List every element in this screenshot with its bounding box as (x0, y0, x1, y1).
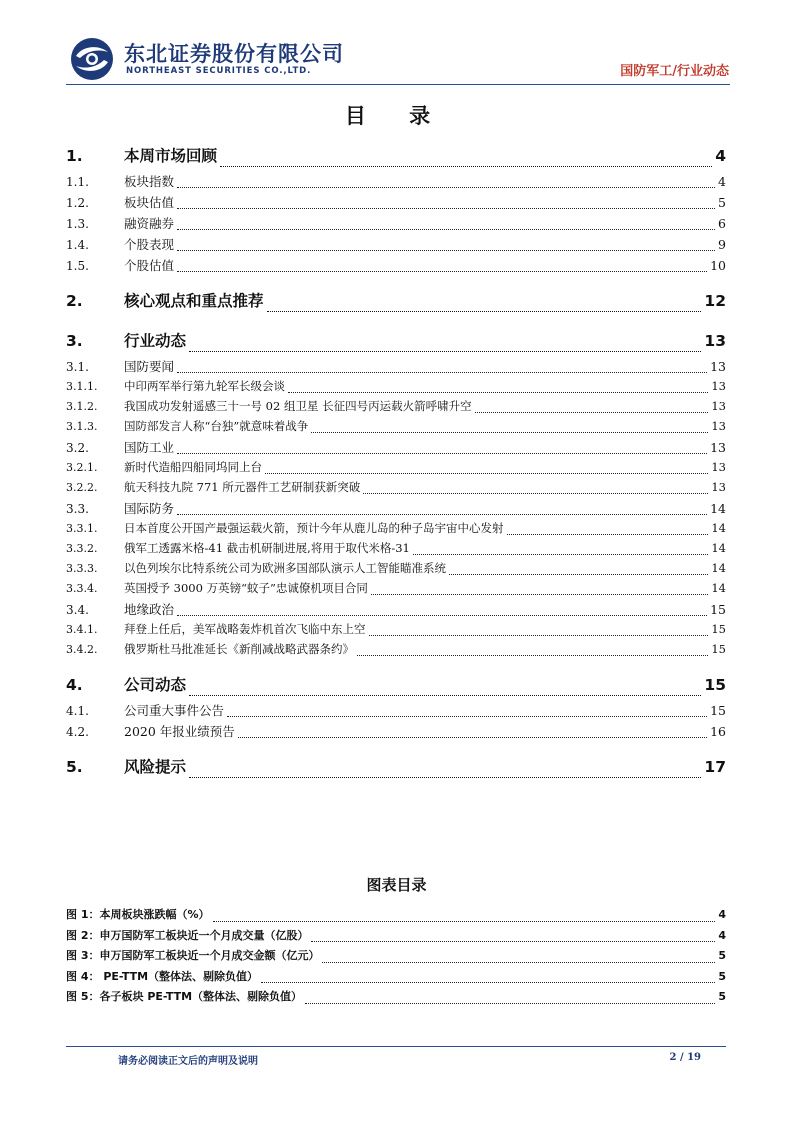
toc-spacer (66, 743, 726, 753)
company-logo-icon (68, 36, 116, 82)
toc-entry-page: 9 (718, 237, 726, 252)
toc-entry-number: 4.2. (66, 725, 89, 739)
toc-entry-title[interactable]: 新时代造船四船同坞同上台 (124, 460, 262, 474)
toc-entry-page: 15 (710, 602, 726, 617)
figure-entry-title[interactable]: 图 3：申万国防军工板块近一个月成交金额（亿元） (66, 949, 320, 962)
toc-entry-number: 4. (66, 676, 83, 694)
figure-list-title: 图表目录 (366, 876, 427, 894)
toc-leader-dots (189, 777, 701, 778)
toc-leader-dots (507, 534, 709, 535)
toc-leader-dots (177, 250, 715, 251)
figure-entry[interactable] (66, 927, 726, 948)
toc-entry-number: 1.3. (66, 217, 89, 231)
toc-entry-level1[interactable] (66, 673, 726, 701)
toc-leader-dots (371, 594, 709, 595)
figure-entry-page: 5 (718, 990, 726, 1003)
toc-entry-level2[interactable] (66, 172, 726, 193)
toc-entry-number: 3.3.2. (66, 542, 98, 555)
toc-entry-title[interactable]: 公司重大事件公告 (124, 703, 225, 718)
toc-entry-page: 13 (711, 399, 726, 413)
toc-spacer (66, 277, 726, 287)
toc-entry-title[interactable]: 板块估值 (124, 195, 175, 210)
toc-leader-dots (177, 514, 707, 515)
toc-entry-number: 3.1.1. (66, 380, 98, 393)
toc-entry-page: 5 (718, 195, 726, 210)
toc-spacer (66, 661, 726, 671)
toc-leader-dots (177, 615, 707, 616)
toc-entry-level2[interactable] (66, 438, 726, 459)
toc-entry-level3[interactable] (66, 641, 726, 661)
toc-entry-level3[interactable] (66, 418, 726, 438)
toc-leader-dots (311, 432, 708, 433)
figure-leader-dots (322, 962, 715, 963)
toc-entry-number: 3.2.1. (66, 461, 98, 474)
toc-entry-number: 3.3.3. (66, 562, 98, 575)
toc-entry-number: 3.4.2. (66, 643, 98, 656)
toc-entry-level3[interactable] (66, 560, 726, 580)
toc-entry-title[interactable]: 2020 年报业绩预告 (124, 724, 235, 739)
figure-entry-title[interactable]: 图 1：本周板块涨跌幅（%） (66, 908, 210, 921)
toc-entry-page: 15 (711, 622, 726, 636)
toc-leader-dots (189, 695, 701, 696)
toc-entry-level1[interactable] (66, 329, 726, 357)
footer-disclaimer[interactable]: 请务必阅读正文后的声明及说明 (118, 1056, 258, 1067)
company-name-en: NORTHEAST SECURITIES CO.,LTD. (126, 66, 312, 76)
figure-leader-dots (305, 1003, 715, 1004)
figure-entry-page: 4 (718, 928, 726, 942)
toc-entry-level3[interactable] (66, 459, 726, 479)
figure-entry[interactable] (66, 968, 726, 989)
toc-entry-title[interactable]: 英国授予 3000 万英镑“蚊子”忠诚僚机项目合同 (124, 581, 368, 595)
toc-entry-title[interactable]: 我国成功发射遥感三十一号 02 组卫星 长征四号丙运载火箭呼啸升空 (124, 399, 472, 413)
toc-entry-page: 14 (711, 561, 726, 575)
toc-leader-dots (227, 716, 707, 717)
figure-entry-title[interactable]: 图 5：各子板块 PE-TTM（整体法、剔除负值） (66, 990, 303, 1003)
toc-entry-page: 14 (711, 541, 726, 555)
toc-entry-number: 3. (66, 332, 83, 350)
toc-spacer (66, 317, 726, 327)
toc-leader-dots (177, 229, 715, 230)
toc-entry-number: 1.4. (66, 238, 89, 252)
toc-leader-dots (357, 655, 708, 656)
toc-entry-number: 3.3. (66, 502, 89, 516)
toc-entry-title[interactable]: 以色列埃尔比特系统公司为欧洲多国部队演示人工智能瞄准系统 (124, 561, 446, 575)
toc-entry-level3[interactable] (66, 378, 726, 398)
toc-entry-page: 4 (715, 147, 726, 165)
figure-entry-page: 5 (718, 969, 726, 983)
toc-entry-page: 15 (711, 642, 726, 656)
toc-entry-title[interactable]: 地缘政治 (124, 602, 175, 617)
figure-leader-dots (311, 941, 715, 942)
figure-entry-page: 4 (718, 908, 726, 921)
toc-entry-title[interactable]: 行业动态 (124, 332, 187, 350)
toc-leader-dots (177, 271, 707, 272)
toc-entry-title[interactable]: 个股表现 (124, 237, 175, 252)
toc-entry-page: 12 (704, 292, 726, 310)
figure-entry-title[interactable]: 图 2：申万国防军工板块近一个月成交量（亿股） (66, 928, 309, 942)
toc-entry-level3[interactable] (66, 520, 726, 540)
toc-entry-title[interactable]: 国防部发言人称“台独”就意味着战争 (124, 419, 309, 433)
figure-entry[interactable] (66, 988, 726, 1009)
toc-entry-level2[interactable] (66, 235, 726, 256)
toc-entry-number: 3.1.2. (66, 400, 98, 413)
toc-entry-number: 3.2. (66, 441, 89, 455)
toc-entry-title[interactable]: 风险提示 (124, 758, 187, 776)
toc-leader-dots (449, 574, 708, 575)
toc-entry-level2[interactable] (66, 499, 726, 520)
figure-leader-dots (213, 921, 716, 922)
toc-entry-title[interactable]: 公司动态 (124, 676, 187, 694)
page-header (0, 0, 793, 90)
toc-entry-page: 14 (710, 501, 726, 516)
toc-entry-page: 6 (718, 216, 726, 231)
toc-entry-page: 14 (711, 521, 726, 535)
toc-leader-dots (265, 473, 708, 474)
report-category: 国防军工/行业动态 (620, 64, 729, 79)
figure-entry[interactable] (66, 906, 726, 927)
toc-entry-page: 13 (710, 440, 726, 455)
toc-leader-dots (288, 392, 708, 393)
toc-entry-page: 4 (718, 174, 726, 189)
toc-entry-number: 3.2.2. (66, 481, 98, 494)
figure-entry-title[interactable]: 图 4： PE-TTM（整体法、剔除负值） (66, 969, 259, 983)
figure-list (66, 906, 726, 1009)
toc-entry-level3[interactable] (66, 398, 726, 418)
toc-entry-level2[interactable] (66, 256, 726, 277)
toc-entry-title[interactable]: 融资融券 (124, 216, 175, 231)
toc-entry-page: 13 (711, 460, 726, 474)
toc-entry-title[interactable]: 国防要闻 (124, 359, 175, 374)
header-divider (66, 84, 730, 85)
toc-leader-dots (189, 351, 701, 352)
toc-entry-title[interactable]: 航天科技九院 771 所元器件工艺研制获新突破 (124, 480, 361, 494)
toc-entry-page: 15 (704, 676, 726, 694)
toc-entry-page: 16 (710, 724, 726, 739)
toc-title: 目 录 (344, 103, 449, 128)
toc-leader-dots (475, 412, 709, 413)
toc-leader-dots (220, 166, 712, 167)
toc-entry-title[interactable]: 中印两军举行第九轮军长级会谈 (124, 379, 285, 393)
toc-entry-number: 1. (66, 147, 83, 165)
toc-leader-dots (369, 635, 709, 636)
toc-leader-dots (177, 372, 707, 373)
toc-entry-page: 13 (711, 480, 726, 494)
toc-entry-level1[interactable] (66, 144, 726, 172)
toc-entry-number: 4.1. (66, 704, 89, 718)
toc-entry-number: 1.5. (66, 259, 89, 273)
toc-leader-dots (177, 208, 715, 209)
figure-entry-page: 5 (718, 949, 726, 962)
toc-entry-page: 14 (711, 581, 726, 595)
toc-entry-page: 13 (710, 359, 726, 374)
toc-entry-level2[interactable] (66, 214, 726, 235)
toc-entry-page: 13 (704, 332, 726, 350)
toc-entry-level2[interactable] (66, 722, 726, 743)
toc-leader-dots (413, 554, 709, 555)
toc-entry-level3[interactable] (66, 621, 726, 641)
toc-entry-page: 13 (711, 379, 726, 393)
toc-entry-title[interactable]: 俄罗斯杜马批准延长《新削减战略武器条约》 (124, 642, 354, 656)
toc-entry-title[interactable]: 个股估值 (124, 258, 175, 273)
toc-entry-number: 3.4. (66, 603, 89, 617)
toc-leader-dots (177, 187, 715, 188)
figure-entry[interactable] (66, 947, 726, 968)
toc-leader-dots (363, 493, 708, 494)
toc-entry-title[interactable]: 国防工业 (124, 440, 175, 455)
toc-entry-number: 1.2. (66, 196, 89, 210)
toc-entry-number: 3.4.1. (66, 623, 98, 636)
company-name-cn: 东北证券股份有限公司 (124, 42, 344, 66)
toc-entry-title[interactable]: 俄军工透露米格-41 截击机研制进展,将用于取代米格-31 (124, 541, 410, 555)
toc-entry-level1[interactable] (66, 289, 726, 317)
toc-entry-number: 3.1.3. (66, 420, 98, 433)
toc-entry-number: 3.1. (66, 360, 89, 374)
toc-leader-dots (238, 737, 707, 738)
toc-entry-level2[interactable] (66, 357, 726, 378)
toc-entry-title[interactable]: 本周市场回顾 (124, 147, 218, 165)
toc-entry-title[interactable]: 拜登上任后，美军战略轰炸机首次飞临中东上空 (124, 622, 366, 636)
toc-entry-number: 5. (66, 758, 83, 776)
toc-entry-level1[interactable] (66, 755, 726, 783)
toc-entry-number: 3.3.1. (66, 522, 98, 535)
toc-entry-level2[interactable] (66, 193, 726, 214)
toc-entry-number: 2. (66, 292, 83, 310)
toc-leader-dots (177, 453, 707, 454)
toc-entry-page: 15 (710, 703, 726, 718)
toc-entry-level2[interactable] (66, 701, 726, 722)
table-of-contents (66, 142, 726, 783)
toc-entry-title[interactable]: 日本首度公开国产最强运载火箭，预计今年从鹿儿岛的种子岛宇宙中心发射 (124, 521, 504, 535)
toc-entry-title[interactable]: 国际防务 (124, 501, 175, 516)
toc-entry-title[interactable]: 板块指数 (124, 174, 175, 189)
figure-leader-dots (261, 982, 715, 983)
toc-entry-level3[interactable] (66, 540, 726, 560)
toc-entry-level3[interactable] (66, 479, 726, 499)
toc-entry-page: 13 (711, 419, 726, 433)
page-number: 2 / 19 (669, 1052, 701, 1063)
toc-entry-title[interactable]: 核心观点和重点推荐 (124, 292, 264, 310)
toc-leader-dots (267, 311, 702, 312)
toc-entry-number: 1.1. (66, 175, 89, 189)
footer-divider (66, 1046, 726, 1047)
toc-entry-page: 17 (704, 758, 726, 776)
toc-entry-level3[interactable] (66, 580, 726, 600)
toc-entry-page: 10 (710, 258, 726, 273)
toc-entry-number: 3.3.4. (66, 582, 98, 595)
toc-entry-level2[interactable] (66, 600, 726, 621)
